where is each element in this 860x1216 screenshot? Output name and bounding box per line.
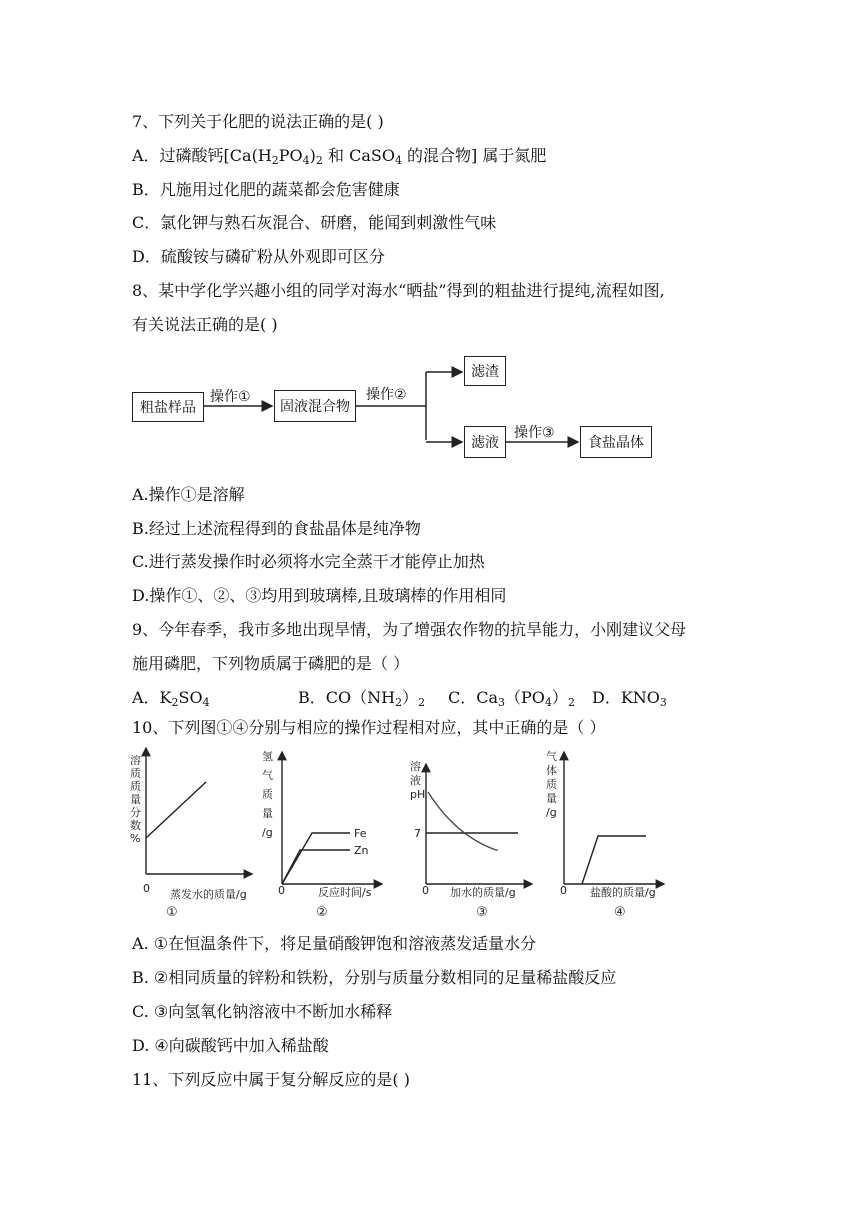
q9-stem-line2: 施用磷肥，下列物质属于磷肥的是（ ） bbox=[132, 654, 410, 673]
q8-option-b: B.经过上述流程得到的食盐晶体是纯净物 bbox=[132, 519, 421, 538]
q8-stem-line1: 8、某中学化学兴趣小组的同学对海水“晒盐”得到的粗盐进行提纯,流程如图, bbox=[132, 281, 665, 300]
g4-ylabel-char: 质 bbox=[546, 778, 557, 791]
flow-label-op2: 操作② bbox=[366, 387, 407, 403]
flow-box-residue: 滤渣 bbox=[464, 356, 506, 386]
g1-ylabel-char: % bbox=[130, 832, 141, 845]
g1-xlabel: 蒸发水的质量/g bbox=[170, 888, 247, 901]
flow-label-op1: 操作① bbox=[210, 389, 251, 405]
graph-1 bbox=[130, 748, 252, 920]
g1-ylabel-char: 质 bbox=[130, 767, 141, 780]
g1-ylabel-char: 溶 bbox=[130, 754, 141, 767]
q7-option-b: B．凡施用过化肥的蔬菜都会危害健康 bbox=[132, 180, 400, 199]
g1-ylabel-char: 数 bbox=[130, 819, 141, 832]
g2-fe-line bbox=[282, 833, 350, 884]
g2-xlabel: 反应时间/s bbox=[318, 886, 372, 899]
flow-chart bbox=[128, 350, 668, 466]
g2-fe-label: Fe bbox=[354, 827, 367, 840]
g4-origin: 0 bbox=[560, 884, 567, 897]
g2-zn-label: Zn bbox=[354, 844, 369, 857]
g1-number: ① bbox=[166, 905, 178, 920]
g1-ylabel-char: 量 bbox=[130, 793, 141, 806]
q8-option-d: D.操作①、②、③均用到玻璃棒,且玻璃棒的作用相同 bbox=[132, 586, 507, 605]
flow-label-op3: 操作③ bbox=[514, 425, 555, 441]
g2-number: ② bbox=[316, 905, 328, 920]
g3-number: ③ bbox=[476, 905, 488, 920]
g3-xlabel: 加水的质量/g bbox=[450, 886, 516, 899]
g2-ylabel-char: /g bbox=[262, 826, 273, 839]
q10-stem: 10、下列图①④分别与相应的操作过程相对应，其中正确的是（ ） bbox=[132, 718, 606, 737]
g3-curve bbox=[428, 792, 498, 850]
q10-option-a: A. ①在恒温条件下，将足量硝酸钾饱和溶液蒸发适量水分 bbox=[132, 934, 537, 953]
g3-ylabel-char: pH bbox=[410, 788, 426, 801]
graph-3 bbox=[410, 759, 532, 920]
q8-stem-line2: 有关说法正确的是( ) bbox=[132, 315, 278, 334]
g3-ylabel-char: 液 bbox=[410, 774, 421, 787]
g1-ylabel-char: 分 bbox=[130, 806, 141, 819]
g4-number: ④ bbox=[614, 905, 626, 920]
q9-stem-line1: 9、今年春季，我市多地出现旱情，为了增强农作物的抗旱能力，小刚建议父母 bbox=[132, 620, 687, 639]
g4-ylabel-char: 体 bbox=[546, 764, 557, 777]
g2-origin: 0 bbox=[278, 884, 285, 897]
q9-option-d: D．$KNO_3$ bbox=[592, 688, 667, 709]
q10-option-d: D. ④向碳酸钙中加入稀盐酸 bbox=[132, 1036, 329, 1055]
q9-option-a: A．$K_2SO_4$ bbox=[132, 688, 210, 709]
graph-4 bbox=[546, 749, 664, 920]
q8-option-a: A.操作①是溶解 bbox=[132, 485, 245, 504]
flow-box-salt-crystal: 食盐晶体 bbox=[580, 426, 652, 458]
flow-box-filtrate: 滤液 bbox=[464, 426, 506, 458]
g1-ylabel-char: 质 bbox=[130, 780, 141, 793]
q7-option-a: A．过磷酸钙[$Ca(H_2PO_4)_2$ 和 CaSO$_4$ 的混合物] 属于氮肥 bbox=[132, 146, 547, 167]
q10-graphs bbox=[126, 744, 686, 924]
g2-ylabel-char: 质 bbox=[262, 788, 273, 801]
flow-box-crude-salt: 粗盐样品 bbox=[132, 392, 204, 422]
g2-ylabel-char: 气 bbox=[262, 769, 273, 782]
g2-ylabel-char: 量 bbox=[262, 807, 273, 820]
q10-option-b: B. ②相同质量的锌粉和铁粉，分别与质量分数相同的足量稀盐酸反应 bbox=[132, 968, 617, 987]
graphs-svg bbox=[126, 744, 686, 924]
q9-option-b: B．$CO(NH_2)_2$ bbox=[298, 688, 426, 709]
g2-ylabel-char: 氢 bbox=[262, 750, 273, 763]
q9-option-c: C．$Ca_3(PO_4)_2$ bbox=[448, 688, 575, 709]
g4-xlabel: 盐酸的质量/g bbox=[590, 886, 656, 899]
g1-origin: 0 bbox=[143, 882, 150, 895]
g4-ylabel-char: 气 bbox=[546, 750, 557, 763]
q7-option-d: D．硫酸铵与磷矿粉从外观即可区分 bbox=[132, 247, 385, 266]
q11-stem: 11、下列反应中属于复分解反应的是( ) bbox=[132, 1070, 410, 1089]
g3-seven: 7 bbox=[414, 827, 421, 840]
q7-option-c: C．氯化钾与熟石灰混合、研磨，能闻到刺激性气味 bbox=[132, 213, 497, 232]
graph-2 bbox=[262, 749, 382, 920]
g4-ylabel-char: 量 bbox=[546, 792, 557, 805]
g3-ylabel-char: 溶 bbox=[410, 760, 421, 773]
g3-origin: 0 bbox=[422, 884, 429, 897]
g1-line bbox=[146, 782, 206, 838]
g4-line bbox=[582, 836, 646, 884]
g4-ylabel-char: /g bbox=[546, 806, 557, 819]
flow-box-mixture: 固液混合物 bbox=[274, 390, 356, 422]
q10-option-c: C. ③向氢氧化钠溶液中不断加水稀释 bbox=[132, 1002, 393, 1021]
q7-stem: 7、下列关于化肥的说法正确的是( ) bbox=[132, 112, 384, 131]
q8-option-c: C.进行蒸发操作时必须将水完全蒸干才能停止加热 bbox=[132, 552, 485, 571]
